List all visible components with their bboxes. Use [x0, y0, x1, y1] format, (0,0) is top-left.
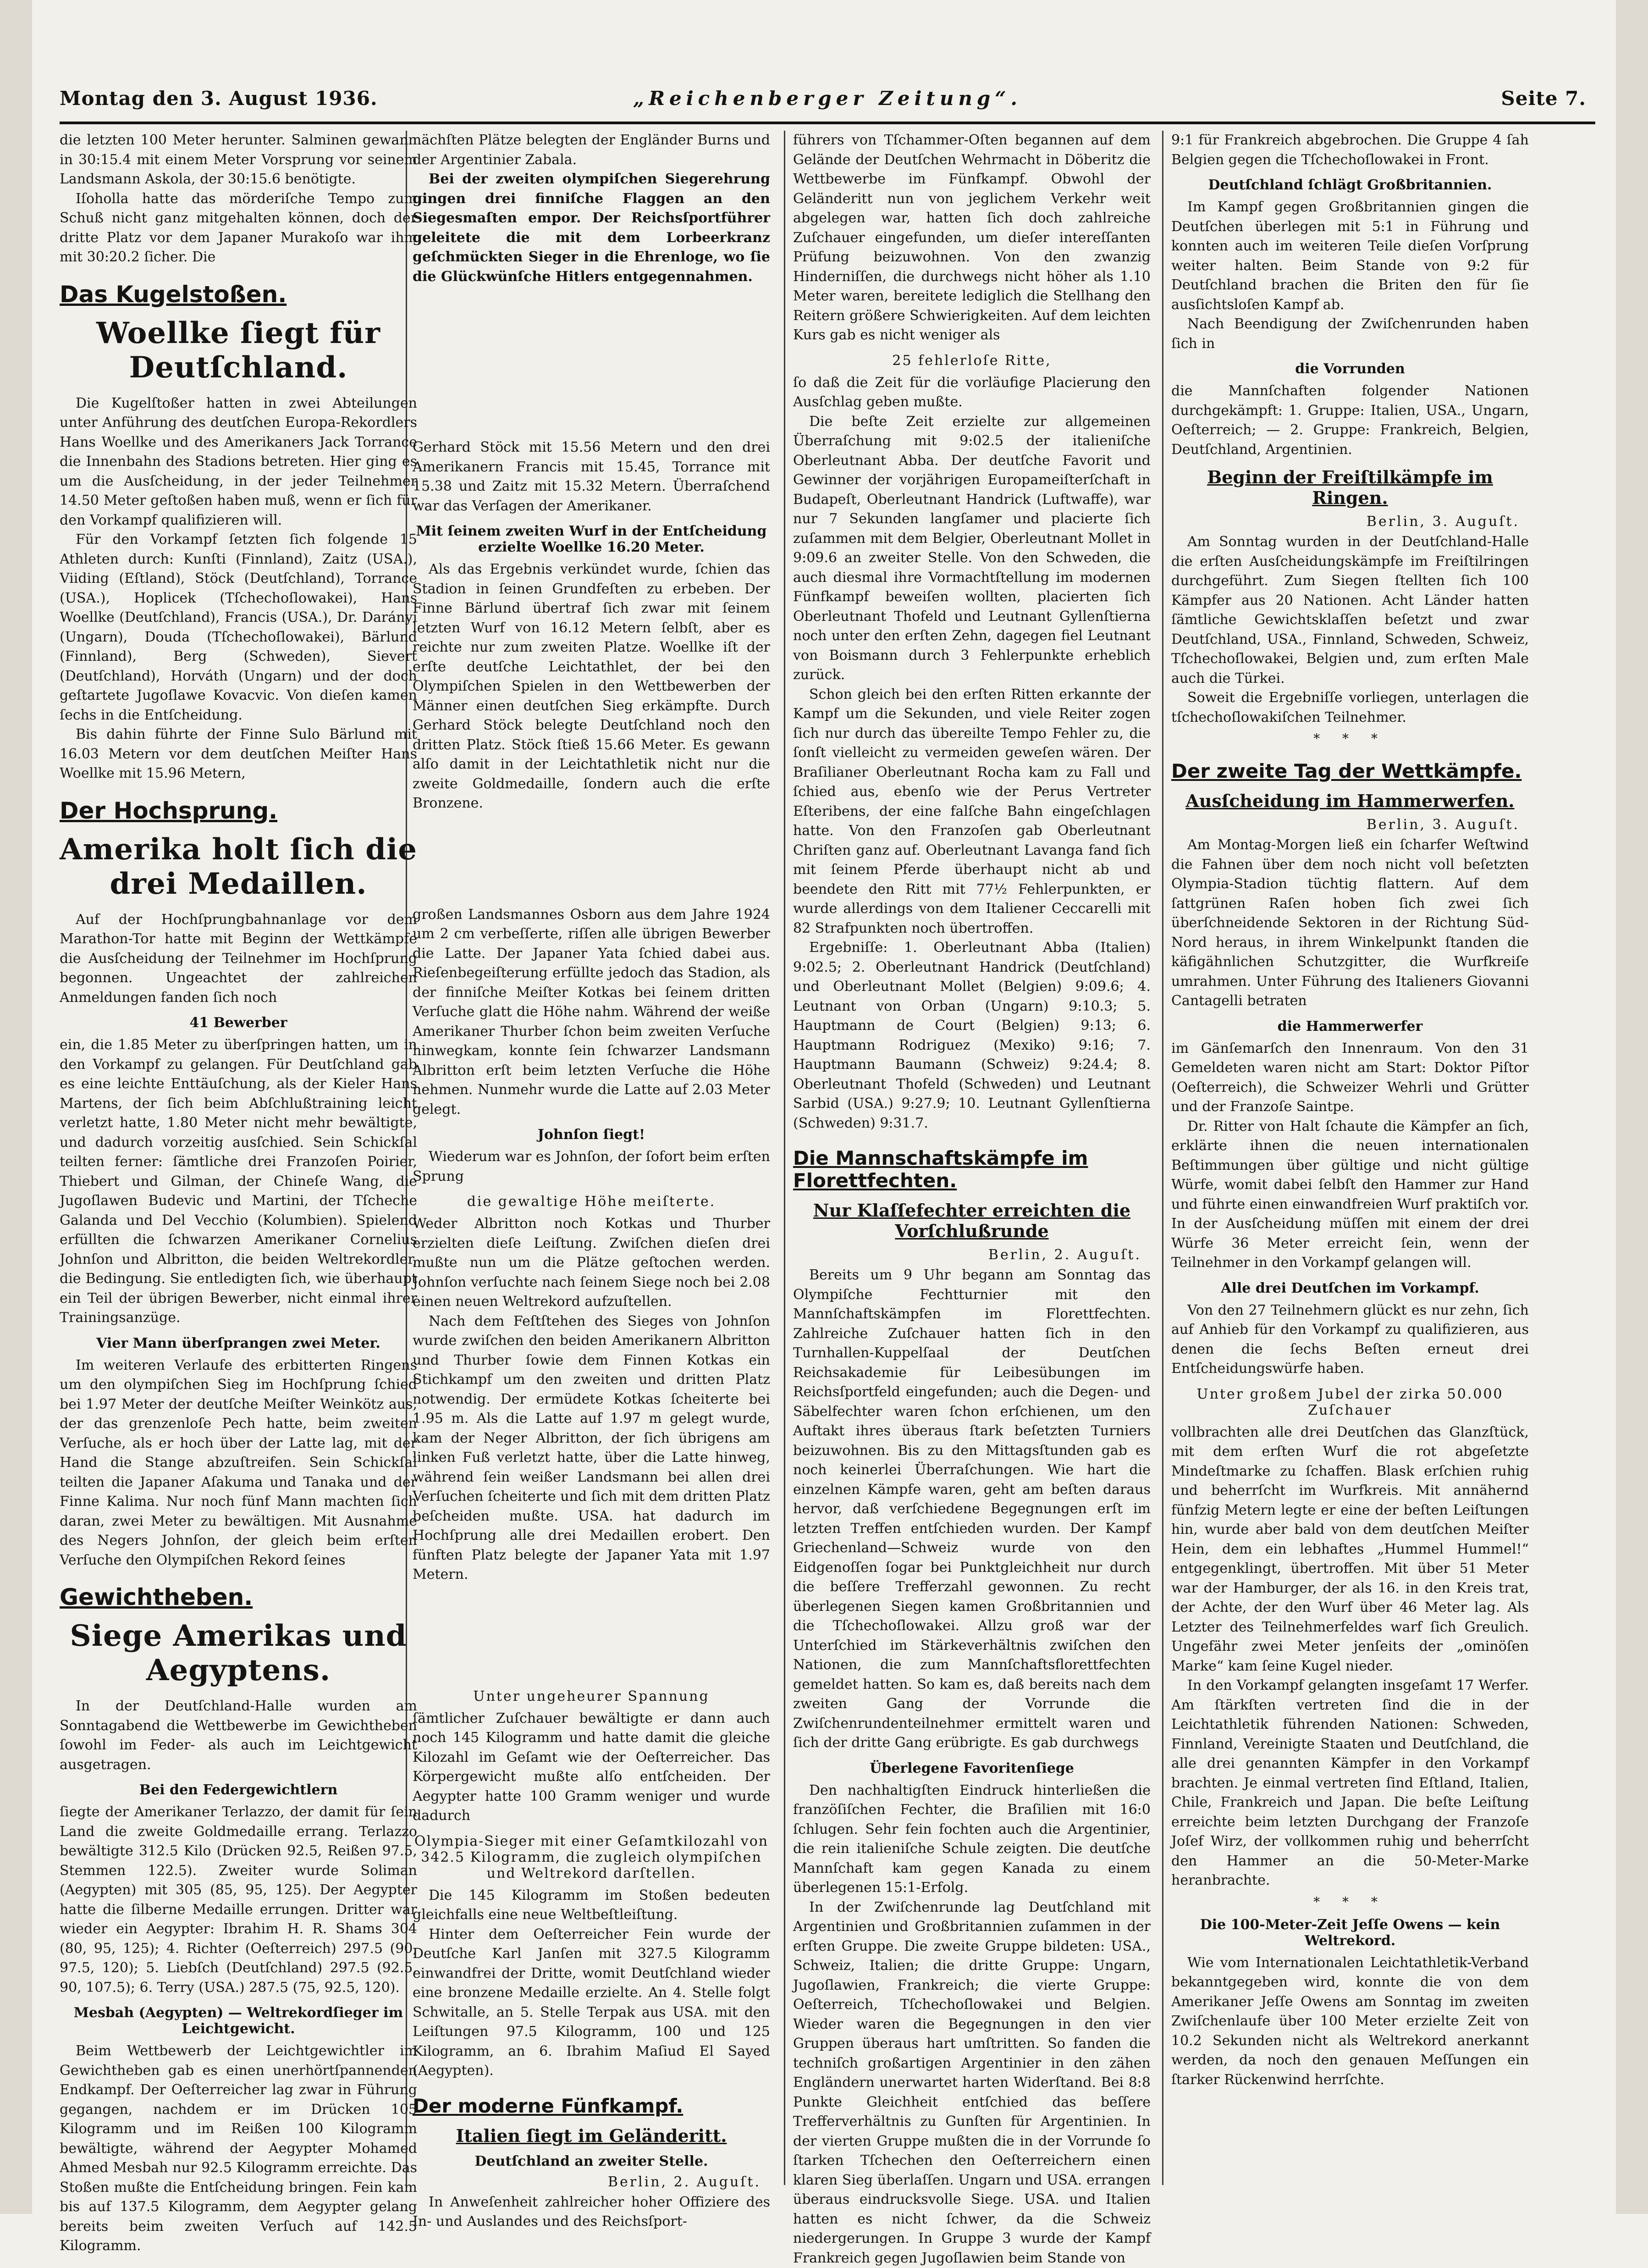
- headline: Woellke ſiegt für Deutſchland.: [60, 316, 417, 385]
- article-text: großen Landsmannes Osborn aus dem Jahre 1924 um 2 cm verbeſſerte, riſſen alle übrigen Bewerber die Latte. Der Japaner Yata ſchied dabei aus. Rieſenbegeiſterung erfüllte jedoch das Stadion, als der finniſche Meiſter Kotkas bei ſeinem dritten Verſuche glatt die Höhe nahm. Während der weiße Amerikaner Thurber ſchon beim zweiten Verſuche hinwegkam, konnte ſein ſchwarzer Landsmann Albritton erſt beim letzten Verſuche die Höhe nehmen. Nunmehr wurde die Latte auf 2.03 Meter gelegt.: [413, 905, 770, 1120]
- subheading: Deutſchland ſchlägt Großbritannien.: [1171, 177, 1529, 193]
- headline: Ausſcheidung im Hammerwerfen.: [1171, 791, 1529, 811]
- subheading: Vier Mann überſprangen zwei Meter.: [60, 1335, 417, 1351]
- article-text: In Anweſenheit zahlreicher hoher Offiziere des In- und Auslandes und des Reichsſport-: [413, 2193, 770, 2232]
- article-text: Im weiteren Verlaufe des erbitterten Ringens um den olympiſchen Sieg im Hochſprung ſchied bei 1.97 Meter der deutſche Meiſter Weinkötz aus, der das grenzenloſe Pech hatte, beim zweiten Verſuche, als er hoch über der Latte lag, mit der Hand die Stange abzuſtreifen. Sein Schickſal teilten die Japaner Aſakuma und Tanaka und der Finne Kalima. Nur noch fünf Mann machten ſich daran, zwei Meter zu bewältigen. Mit Ausnahme des Negers Johnſon, der gleich beim erſten Verſuche den Olympiſchen Rekord ſeines: [60, 1356, 417, 1571]
- article-text: In der Deutſchland-Halle wurden am Sonntagabend die Wettbewerbe im Gewichtheben ſowohl im Feder- als auch im Leichtgewicht ausgetragen.: [60, 1697, 417, 1775]
- dateline: Berlin, 3. Auguſt.: [1171, 817, 1520, 833]
- column-rule: [1162, 131, 1163, 2185]
- headline: Nur Klaſſefechter erreichten die Vorſchlußrunde: [793, 1200, 1151, 1241]
- issue-date: Montag den 3. August 1936.: [60, 87, 378, 110]
- dateline: Berlin, 2. Auguſt.: [793, 1247, 1141, 1263]
- article-text: im Gänſemarſch den Innenraum. Von den 31 Gemeldeten waren nicht am Start: Doktor Piſtor (Oeſterreich), die Schweizer Wehrli und Grütter und der Franzoſe Saintpe.: [1171, 1039, 1529, 1117]
- results-text: Ergebniſſe: 1. Oberleutnant Abba (Italien) 9:02.5; 2. Oberleutnant Handrick (Deutſchland) und Oberleutnant Mollet (Belgien) 9:09.6; 4. Leutnant von Orban (Ungarn) 9:10.3; 5. Hauptmann de Court (Belgien) 9:13; 6. Hauptmann Rodriguez (Mexiko) 9:16; 7. Hauptmann Baumann (Schweiz) 9:24.4; 8. Oberleutnant Thofeld (Schweden) und Leutnant Sarbid (USA.) 9:27.9; 10. Leutnant Gyllenſtierna (Schweden) 9:31.7.: [793, 938, 1151, 1133]
- article-text: Als das Ergebnis verkündet wurde, ſchien das Stadion in ſeinen Grundfeſten zu erbeben. Der Finne Bärlund übertraf ſich zwar mit ſeinem letzten Wurf von 16.12 Metern ſelbſt, aber es reichte nur zum zweiten Platze. Woellke iſt der erſte deutſche Leichtathlet, der bei den Olympiſchen Spielen in den Wettbewerben der Männer einen deutſchen Sieg erkämpfte. Durch Gerhard Stöck belegte Deutſchland noch den dritten Platz. Stöck ſtieß 15.66 Meter. Es gewann alſo damit in der Leichtathletik nicht nur die zweite Goldmedaille, ſondern auch die erſte Bronzene.: [413, 560, 770, 813]
- scan-edge-right: [1616, 0, 1648, 2214]
- subheading: Deutſchland an zweiter Stelle.: [413, 2153, 770, 2169]
- article-text: die letzten 100 Meter herunter. Salminen gewann in 30:15.4 mit einem Meter Vorsprung vor seinem Landsmann Askola, der 30:15.6 benötigte.: [60, 131, 417, 189]
- column-3: [793, 131, 1151, 2171]
- article-text: Die Kugelſtoßer hatten in zwei Abteilungen unter Anführung des deutſchen Europa-Rekordlers Hans Woellke und des Amerikaners Jack Torrance die Innenbahn des Stadions betreten. Hier ging es um die Ausſcheidung, in der jeder Teilnehmer 14.50 Meter geſtoßen haben muß, wenn er ſich für den Vorkampf qualifizieren will.: [60, 394, 417, 531]
- article-text: Den nachhaltigſten Eindruck hinterließen die franzöſiſchen Fechter, die Braſilien mit 16:0 ſchlugen. Sehr fein fochten auch die Argentinier, die rein italieniſche Schule zeigten. Die deutſche Mannſchaft kam gegen Kanada zu einem überlegenen 15:1-Erfolg.: [793, 1781, 1151, 1898]
- article-text: ſämtlicher Zuſchauer bewältigte er dann auch noch 145 Kilogramm und hatte damit die gleiche Kilozahl im Geſamt wie der Oeſterreicher. Das Körpergewicht mußte alſo entſcheiden. Der Aegypter hatte 100 Gramm weniger und wurde dadurch: [413, 1709, 770, 1826]
- section-heading: Der zweite Tag der Wettkämpfe.: [1171, 760, 1529, 782]
- dateline: Berlin, 3. Auguſt.: [1171, 514, 1520, 530]
- article-text: Gerhard Stöck mit 15.56 Metern und den drei Amerikanern Francis mit 15.45, Torrance mit 15.38 und Zaitz mit 15.32 Metern. Überraſchend war das Verſagen der Amerikaner.: [413, 438, 770, 516]
- section-heading: Die Mannschaftskämpfe im Florettfechten.: [793, 1147, 1151, 1192]
- article-text: ſiegte der Amerikaner Terlazzo, der damit für ſein Land die zweite Goldmedaille errang. Terlazzo bewältigte 312.5 Kilo (Drücken 92.5, Reißen 97.5, Stemmen 122.5). Zweiter wurde Soliman (Aegypten) mit 305 (85, 95, 125). Der Aegypter hatte die ſilberne Medaille errungen. Dritter war wieder ein Aegypter: Ibrahim H. R. Shams 304 (80, 95, 125); 4. Richter (Oeſterreich) 297.5 (90, 97.5, 120); 5. Liebſch (Deutſchland) 297.5 (92.5, 90, 107.5); 6. Terry (USA.) 287.5 (75, 92.5, 120).: [60, 1803, 417, 1997]
- subheading: Bei den Federgewichtlern: [60, 1782, 417, 1798]
- scan-edge-left: [0, 0, 32, 2214]
- article-text: vollbrachten alle drei Deutſchen das Glanzſtück, mit dem erſten Wurf die rot abgeſetzte Mindeſtmarke zu ſchaffen. Blask erſchien ruhig und beherrſcht im Wurfkreis. Mit annähernd fünfzig Metern legte er eine der beſten Leiſtungen hin, wurde aber bald von dem deutſchen Meiſter Hein, dem ein lebhaftes „Hummel Hummel!“ entgegenklingt, übertroffen. Mit über 51 Meter war der Hamburger, der als 16. in den Kreis trat, der Achte, der den Wurf über 46 Meter lag. Als Letzter des Teilnehmerfeldes warf ſich Greulich. Ungefähr zwei Meter jenſeits der „ominöſen Marke“ kam ſeine Kugel nieder.: [1171, 1423, 1529, 1676]
- section-heading: Der moderne Fünfkampf.: [413, 2095, 770, 2117]
- section-heading: Das Kugelstoßen.: [60, 281, 417, 308]
- article-text: 9:1 für Frankreich abgebrochen. Die Gruppe 4 ſah Belgien gegen die Tſchechoſlowakei in Front.: [1171, 131, 1529, 170]
- headline: Siege Amerikas und Aegyptens.: [60, 1619, 417, 1687]
- article-text: Dr. Ritter von Halt ſchaute die Kämpfer an ſich, erklärte ihnen die neuen internationalen Beſtimmungen über gültige und nicht gültige Würfe, womit dabei ſelbſt den Hammer zur Hand und führte einen einwandfreien Wurf praktiſch vor. In der Ausſcheidung müſſen mit einem der drei Würfe 36 Meter erreicht ſein, wenn der Teilnehmer in den Vorkampf gelangen will.: [1171, 1117, 1529, 1273]
- newspaper-title: „Reichenberger Zeitung“.: [60, 87, 1595, 110]
- article-text: ein, die 1.85 Meter zu überſpringen hatten, um in den Vorkampf zu gelangen. Für Deutſchland gab es eine leichte Enttäuſchung, als der Kieler Hans Martens, der ſich beim Abſchlußtraining leicht verletzt hatte, 1.80 Meter nicht mehr bewältigte, und dadurch vorzeitig ausſchied. Sein Schickſal teilten ferner: ſämtliche drei Franzoſen Poirier, Thiebert und Gilman, der Chineſe Wang, die Jugoſlawen Budevic und Martini, der Tſcheche Galanda und Del Vecchio (Kolumbien). Spielend erfüllten die ſchwarzen Amerikaner Cornelius Johnſon und Albritton, die beiden Weltrekordler, die Bedingung. Sie entledigten ſich, wie überhaupt ein Teil der übrigen Bewerber, nicht einmal ihrer Trainingsanzüge.: [60, 1035, 417, 1328]
- article-text: Wiederum war es Johnſon, der ſofort beim erſten Sprung: [413, 1147, 770, 1186]
- spaced-text: Unter großem Jubel der zirka 50.000 Zuſchauer: [1171, 1386, 1529, 1418]
- article-text: Am Montag-Morgen ließ ein ſcharfer Weſtwind die Fahnen über dem noch nicht voll beſetzten Olympia-Stadion tüchtig flattern. Auf dem ſattgrünen Raſen hoben ſich zwei ſich überſchneidende Sektoren in der Richtung Süd-Nord heraus, in ihrem Winkelpunkt ſtanden die käfigähnlichen Schutzgitter, die Wurfkreiſe umrahmen. Unter Führung des Italieners Giovanni Cantagelli betraten: [1171, 835, 1529, 1011]
- article-text: nächſten Plätze belegten der Engländer Burns und der Argentinier Zabala.: [413, 131, 770, 170]
- article-text: Schon gleich bei den erſten Ritten erkannte der Kampf um die Sekunden, und viele Reiter zogen ſich nur durch das übereilte Tempo Fehler zu, die ſonſt vielleicht zu vermeiden geweſen wären. Der Braſilianer Oberleutnant Rocha kam zu Fall und ſchied aus, ebenſo wie der Perus Vertreter Eſteribens, der eine falſche Bahn eingeſchlagen hatte. Von den Franzoſen gab Oberleutnant Chriſten ganz auf. Oberleutnant Lavanga fand ſich mit ſeinem Pferde überhaupt nicht ab und beendete den Ritt mit 77½ Fehlerpunkten, er wurde allerdings von dem Italiener Ceccarelli mit 82 Strafpunkten noch übertroffen.: [793, 685, 1151, 939]
- article-text: Auf der Hochſprungbahnanlage vor dem Marathon-Tor hatte mit Beginn der Wettkämpfe die Ausſcheidung der Teilnehmer im Hochſprung begonnen. Ungeachtet der zahlreichen Anmeldungen fanden ſich noch: [60, 910, 417, 1008]
- page-number: Seite 7.: [1501, 87, 1586, 110]
- column-1: [60, 131, 417, 2171]
- article-text: Nach Beendigung der Zwiſchenrunden haben ſich in: [1171, 315, 1529, 354]
- headline: Italien ſiegt im Geländeritt.: [413, 2125, 770, 2146]
- headline: Beginn der Freiſtilkämpfe im Ringen.: [1171, 467, 1529, 508]
- article-text: Bereits um 9 Uhr begann am Sonntag das Olympiſche Fechtturnier mit den Mannſchaftskämpfen im Florettfechten. Zahlreiche Zuſchauer hatten ſich in den Turnhallen-Kuppelſaal der Deutſchen Reichsakademie für Leibesübungen im Reichsſportfeld eingefunden; auch die Degen- und Säbelfechter waren ſchon erſchienen, um den Auftakt ihres überaus ſtark beſetzten Turniers beizuwohnen. Bis zu den Mittagsſtunden gab es noch keinerlei Überraſchungen. Wie hart die einzelnen Kämpfe waren, geht am beſten daraus hervor, daß verſchiedene Begegnungen erſt im letzten Treffen entſchieden wurden. Der Kampf Griechenland—Schweiz wurde von den Eidgenoſſen ſogar bei Punktgleichheit nur durch die beſſere Trefferzahl gewonnen. Zu recht überlegenen Siegen kamen Großbritannien und die Tſchechoſlowakei. Allzu groß war der Unterſchied im Stärkeverhältnis zwiſchen den Nationen, die zum Mannſchaftsflorettfechten gemeldet hatten. So kam es, daß bereits nach dem zweiten Gang der Vorrunde die Zwiſchenrundenteilnehmer ermittelt waren und ſich der dritte Gang erübrigte. Es gab durchwegs: [793, 1266, 1151, 1753]
- subheading: die Hammerwerfer: [1171, 1018, 1529, 1034]
- article-text: Nach dem Feſtſtehen des Sieges von Johnſon wurde zwiſchen den beiden Amerikanern Albritton und Thurber ſowie dem Finnen Kotkas ein Stichkampf um den zweiten und dritten Platz notwendig. Der ermüdete Kotkas ſcheiterte bei 1.95 m. Als die Latte auf 1.97 m gelegt wurde, kam der Neger Albritton, der ſich übrigens am linken Fuß verletzt hatte, über die Latte hinweg, während ſein weißer Landsmann bei allen drei Verſuchen ſcheiterte und ſich mit dem dritten Platz beſcheiden mußte. USA. hat dadurch im Hochſprung alle drei Medaillen erobert. Den fünften Platz belegte der Japaner Yata mit 1.97 Metern.: [413, 1312, 770, 1585]
- subheading: Johnſon ſiegt!: [413, 1127, 770, 1143]
- article-text: In der Zwiſchenrunde lag Deutſchland mit Argentinien und Großbritannien zuſammen in der erſten Gruppe. Die zweite Gruppe bildeten: USA., Schweiz, Italien; die dritte Gruppe: Ungarn, Jugoſlawien, Frankreich; die vierte Gruppe: Oeſterreich, Tſchechoſlowakei und Belgien. Wieder waren die Begegnungen in den vier Gruppen überaus hart umſtritten. So fanden die techniſch großartigen Argentinier in den zähen Engländern unerwartet harten Widerſtand. Bei 8:8 Punkte Gleichheit entſchied das beſſere Trefferverhältnis zu Gunſten für Argentinien. In der vierten Gruppe mußten die in der Vorrunde ſo ſtarken Tſchechen den Oeſterreichern einen klaren Sieg überlaſſen. Ungarn und USA. errangen überaus eindrucksvolle Siege. USA. und Italien hatten es nicht ſchwer, da die Schweiz niedergerungen. In Gruppe 3 wurde der Kampf Frankreich gegen Jugoſlawien beim Stande von: [793, 1898, 1151, 2268]
- article-text: ſo daß die Zeit für die vorläufige Placierung den Ausſchlag geben mußte.: [793, 373, 1151, 412]
- article-text: In den Vorkampf gelangten insgeſamt 17 Werfer. Am ſtärkſten vertreten ſind die in der Leichtathletik führenden Nationen: Schweden, Finnland, Vereinigte Staaten und Deutſchland, die alle drei genannten Kämpfer in den Vorkampf brachten. Je einmal vertreten ſind Eſtland, Italien, Chile, Frankreich und Japan. Die beſte Leiſtung erreichte beim letzten Durchgang der Franzoſe Joſef Wirz, der vollkommen ruhig und beherrſcht den Hammer an die 50-Meter-Marke heranbrachte.: [1171, 1676, 1529, 1891]
- subheading: Mesbah (Aegypten) — Weltrekordſieger im Leichtgewicht.: [60, 2005, 417, 2037]
- spacer: [413, 287, 770, 438]
- article-text: Bei der zweiten olympiſchen Siegerehrung gingen drei finniſche Flaggen an den Siegesmaſten empor. Der Reichsſportführer geleitete die mit dem Lorbeerkranz geſchmückten Sieger in die Ehrenloge, wo ſie die Glückwünſche Hitlers entgegennahmen.: [413, 170, 770, 287]
- section-heading: Der Hochsprung.: [60, 797, 417, 824]
- subheading: Mit ſeinem zweiten Wurf in der Entſcheidung erzielte Woellke 16.20 Meter.: [413, 523, 770, 555]
- article-text: Wie vom Internationalen Leichtathletik-Verband bekanntgegeben wird, konnte die von dem Amerikaner Jeſſe Owens am Sonntag im zweiten Zwiſchenlaufe über 100 Meter erzielte Zeit von 10.2 Sekunden nicht als Weltrekord anerkannt werden, da noch den genauen Meſſungen ein ſtarker Rückenwind herrſchte.: [1171, 1953, 1529, 2090]
- article-text: Von den 27 Teilnehmern glückt es nur zehn, ſich auf Anhieb für den Vorkampf zu qualifizieren, aus denen die ſechs Beſten erneut drei Entſcheidungswürfe haben.: [1171, 1301, 1529, 1379]
- article-text: Hinter dem Oeſterreicher Fein wurde der Deutſche Karl Janſen mit 327.5 Kilogramm einwandfrei der Dritte, womit Deutſchland wieder eine bronzene Medaille erzielte. An 4. Stelle folgt Schwitalle, an 5. Stelle Terpak aus USA. mit den Leiſtungen 97.5 Kilogramm, 100 und 125 Kilogramm, an 6. Ibrahim Maſiud El Sayed (Aegypten).: [413, 1925, 770, 2081]
- spaced-text: Olympia-Sieger mit einer Geſamtkilozahl von 342.5 Kilogramm, die zugleich olympiſchen und Weltrekord darſtellen.: [413, 1833, 770, 1881]
- spaced-text: 25 fehlerloſe Ritte,: [793, 353, 1151, 369]
- spacer: [413, 1585, 770, 1681]
- section-heading: Gewichtheben.: [60, 1584, 417, 1610]
- subheading: die Vorrunden: [1171, 361, 1529, 377]
- subheading: Überlegene Favoritenſiege: [793, 1760, 1151, 1776]
- article-text: Im Kampf gegen Großbritannien gingen die Deutſchen überlegen mit 5:1 in Führung und konnten auch im weiteren Teile dieſen Vorſprung weiter halten. Beim Stande von 9:2 für Deutſchland brachen die Briten den für ſie ausſichtsloſen Kampf ab.: [1171, 198, 1529, 315]
- column-rule: [784, 131, 785, 2185]
- article-text: Die 145 Kilogramm im Stoßen bedeuten gleichfalls eine neue Weltbeſtleiſtung.: [413, 1886, 770, 1925]
- article-text: Soweit die Ergebniſſe vorliegen, unterlagen die tſchechoſlowakiſchen Teilnehmer.: [1171, 688, 1529, 727]
- subheading: Alle drei Deutſchen im Vorkampf.: [1171, 1280, 1529, 1296]
- article-text: die Mannſchaften folgender Nationen durchgekämpft: 1. Gruppe: Italien, USA., Ungarn, Oeſterreich; — 2. Gruppe: Frankreich, Belgien, Deutſchland, Argentinien.: [1171, 382, 1529, 459]
- dateline: Berlin, 2. Auguſt.: [413, 2174, 761, 2190]
- article-text: Für den Vorkampf ſetzten ſich folgende 15 Athleten durch: Kunſti (Finnland), Zaitz (USA.), Viiding (Eſtland), Stöck (Deutſchland), Torrance (USA.), Hoplicek (Tſchechoſlowakei), Hans Woellke (Deutſchland), Francis (USA.), Dr. Darányi (Ungarn), Douda (Tſchechoſlowakei), Bärlund (Finnland), Berg (Schweden), Sievert (Deutſchland), Horváth (Ungarn) und der doch geſtartete Jugoſlawe Kovacvic. Von dieſen kamen ſechs in die Entſcheidung.: [60, 530, 417, 725]
- column-4: [1171, 131, 1529, 2171]
- separator-stars: * * *: [1171, 731, 1529, 746]
- article-text: Weder Albritton noch Kotkas und Thurber erzielten dieſe Leiſtung. Zwiſchen dieſen drei mußte nun um die Plätze geſtochen werden. Johnſon verſuchte nach ſeinem Siege noch bei 2.08 einen neuen Weltrekord aufzuſtellen.: [413, 1214, 770, 1312]
- separator-stars: * * *: [1171, 1894, 1529, 1909]
- subheading: Die 100-Meter-Zeit Jeſſe Owens — kein Weltrekord.: [1171, 1917, 1529, 1949]
- article-text: Beim Wettbewerb der Leichtgewichtler im Gewichtheben gab es einen unerhörtſpannenden Endkampf. Der Oeſterreicher lag zwar in Führung gegangen, nachdem er im Drücken 105 Kilogramm und im Reißen 100 Kilogramm bewältigte, während der Aegypter Mohamed Ahmed Mesbah nur 92.5 Kilogramm erreichte. Das Stoßen mußte die Entſcheidung bringen. Fein kam bis auf 137.5 Kilogramm, dem Aegypter gelang bereits beim zweiten Verſuch auf 142.5 Kilogramm.: [60, 2041, 417, 2256]
- article-text: Bis dahin führte der Finne Sulo Bärlund mit 16.03 Metern vor dem deutſchen Meiſter Hans Woellke mit 15.96 Metern,: [60, 725, 417, 784]
- column-2: [413, 131, 770, 2171]
- subheading: 41 Bewerber: [60, 1015, 417, 1031]
- spaced-text: Unter ungeheurer Spannung: [413, 1688, 770, 1704]
- article-text: Die beſte Zeit erzielte zur allgemeinen Überraſchung mit 9:02.5 der italieniſche Oberleutnant Abba. Der deutſche Favorit und Gewinner der vorjährigen Europameiſterſchaft in Budapeſt, Oberleutnant Handrick (Luftwaffe), war nur 7 Sekunden langſamer und placierte ſich zuſammen mit dem Belgier, Oberleutnant Mollet in 9:09.6 an zweiter Stelle. Von den Schweden, die auch diesmal ihre Vormachtſtellung im modernen Fünfkampf beweiſen wollten, placierten ſich Oberleutnant Thofeld und Leutnant Gyllenſtierna noch unter den erſten Zehn, dagegen fiel Leutnant von Boismann durch 3 Fehlerpunkte erheblich zurück.: [793, 412, 1151, 685]
- masthead-rule: [60, 122, 1595, 124]
- article-text: Am Sonntag wurden in der Deutſchland-Halle die erſten Ausſcheidungskämpfe im Freiſtilringen durchgeführt. Zum Siegen ſtellten ſich 100 Kämpfer aus 20 Nationen. Acht Länder hatten ſämtliche Gewichtsklaſſen beſetzt und zwar Deutſchland, USA., Finnland, Schweden, Schweiz, Tſchechoſlowakei, Belgien und, zum erſten Male auch die Türkei.: [1171, 532, 1529, 688]
- article-text: Iſoholla hatte das mörderiſche Tempo zum Schuß nicht ganz mitgehalten können, doch der dritte Platz vor dem Japaner Murakoſo war ihm mit 30:20.2 ſicher. Die: [60, 189, 417, 267]
- headline: Amerika holt ſich die drei Medaillen.: [60, 832, 417, 901]
- article-text: führers von Tſchammer-Oſten begannen auf dem Gelände der Deutſchen Wehrmacht in Döberitz die Wettbewerbe im Fünfkampf. Obwohl der Geländeritt nun von jeglichem Verkehr weit abgelegen war, hatten ſich doch zahlreiche Zuſchauer eingefunden, um dieſer intereſſanten Prüfung beizuwohnen. Von den zwanzig Hinderniſſen, die durchwegs nicht höher als 1.10 Meter waren, bereitete lediglich die Stellhang den Reitern größere Schwierigkeiten. Auf dem leichten Kurs gab es nicht weniger als: [793, 131, 1151, 345]
- spacer: [413, 813, 770, 905]
- masthead: [60, 83, 1595, 119]
- spaced-text: die gewaltige Höhe meiſterte.: [413, 1194, 770, 1210]
